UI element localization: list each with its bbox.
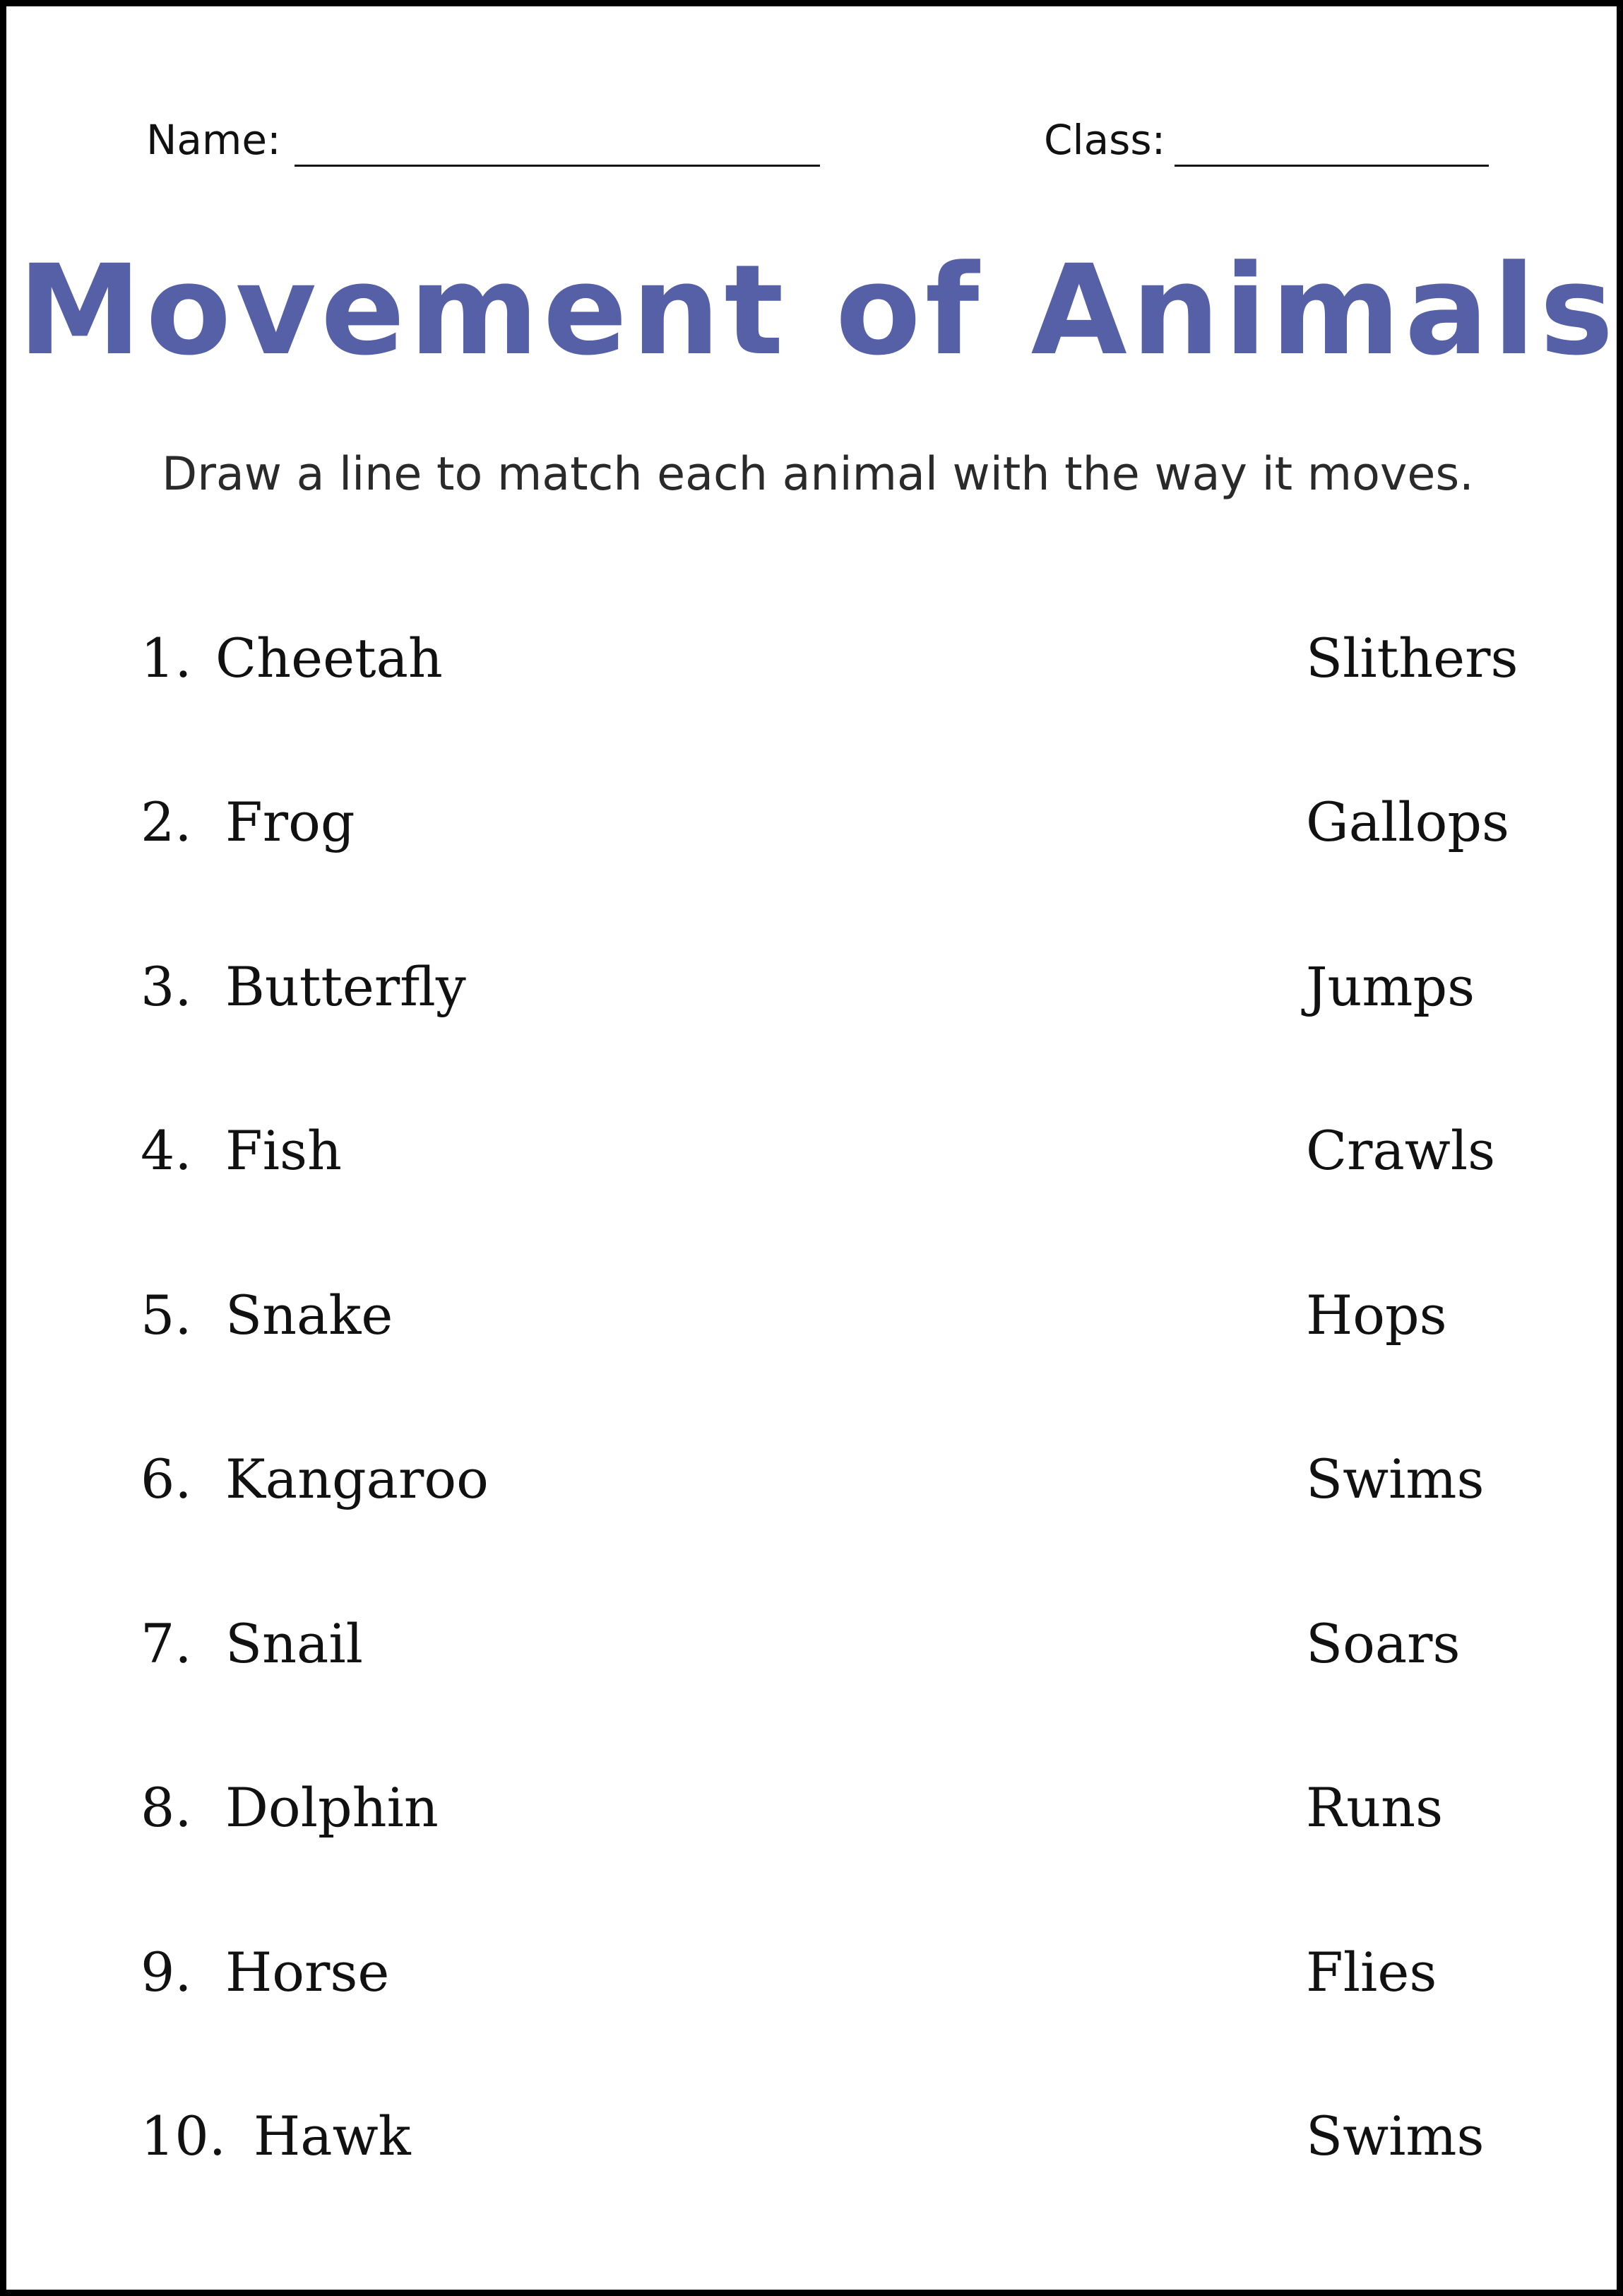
- movement-option: Soars: [1306, 1612, 1461, 1675]
- page-title: Movement of Animals: [18, 238, 1618, 383]
- animal-name: Hawk: [254, 2105, 411, 2167]
- match-row: [6, 627, 1623, 709]
- movement-option: Flies: [1306, 1941, 1437, 2004]
- animal-name: Snail: [225, 1612, 363, 1675]
- item-number: 7.: [141, 1612, 192, 1675]
- animal-name: Frog: [225, 791, 355, 853]
- match-row: [6, 1119, 1623, 1202]
- item-number: 5.: [141, 1284, 192, 1347]
- instructions: Draw a line to match each animal with the way it moves.: [162, 448, 1474, 501]
- movement-option: Gallops: [1306, 791, 1510, 853]
- match-row: [6, 1941, 1623, 2023]
- name-label: Name:: [146, 116, 281, 164]
- item-number: 6.: [141, 1448, 192, 1510]
- match-row: [6, 1612, 1623, 1695]
- item-number: 10.: [141, 2105, 226, 2167]
- animal-name: Horse: [225, 1941, 390, 2004]
- animal-name: Kangaroo: [225, 1448, 489, 1510]
- movement-option: Swims: [1306, 1448, 1485, 1510]
- movement-option: Crawls: [1306, 1119, 1496, 1182]
- item-number: 8.: [141, 1776, 192, 1839]
- match-row: [6, 1284, 1623, 1366]
- class-write-line[interactable]: [1175, 165, 1489, 167]
- movement-option: Slithers: [1306, 627, 1518, 690]
- movement-option: Swims: [1306, 2105, 1485, 2167]
- match-row: [6, 955, 1623, 1038]
- match-row: [6, 2105, 1623, 2187]
- item-number: 1.: [141, 627, 192, 690]
- item-number: 2.: [141, 791, 192, 853]
- class-label: Class:: [1044, 116, 1166, 164]
- match-row: [6, 791, 1623, 873]
- match-row: [6, 1776, 1623, 1859]
- movement-option: Jumps: [1306, 955, 1475, 1018]
- animal-name: Butterfly: [225, 955, 466, 1018]
- item-number: 4.: [141, 1119, 192, 1182]
- movement-option: Hops: [1306, 1284, 1447, 1347]
- match-row: [6, 1448, 1623, 1530]
- animal-name: Dolphin: [225, 1776, 439, 1839]
- item-number: 9.: [141, 1941, 192, 2004]
- animal-name: Snake: [225, 1284, 393, 1347]
- movement-option: Runs: [1306, 1776, 1444, 1839]
- animal-name: Fish: [225, 1119, 342, 1182]
- name-write-line[interactable]: [295, 165, 820, 167]
- animal-name: Cheetah: [215, 627, 443, 690]
- item-number: 3.: [141, 955, 192, 1018]
